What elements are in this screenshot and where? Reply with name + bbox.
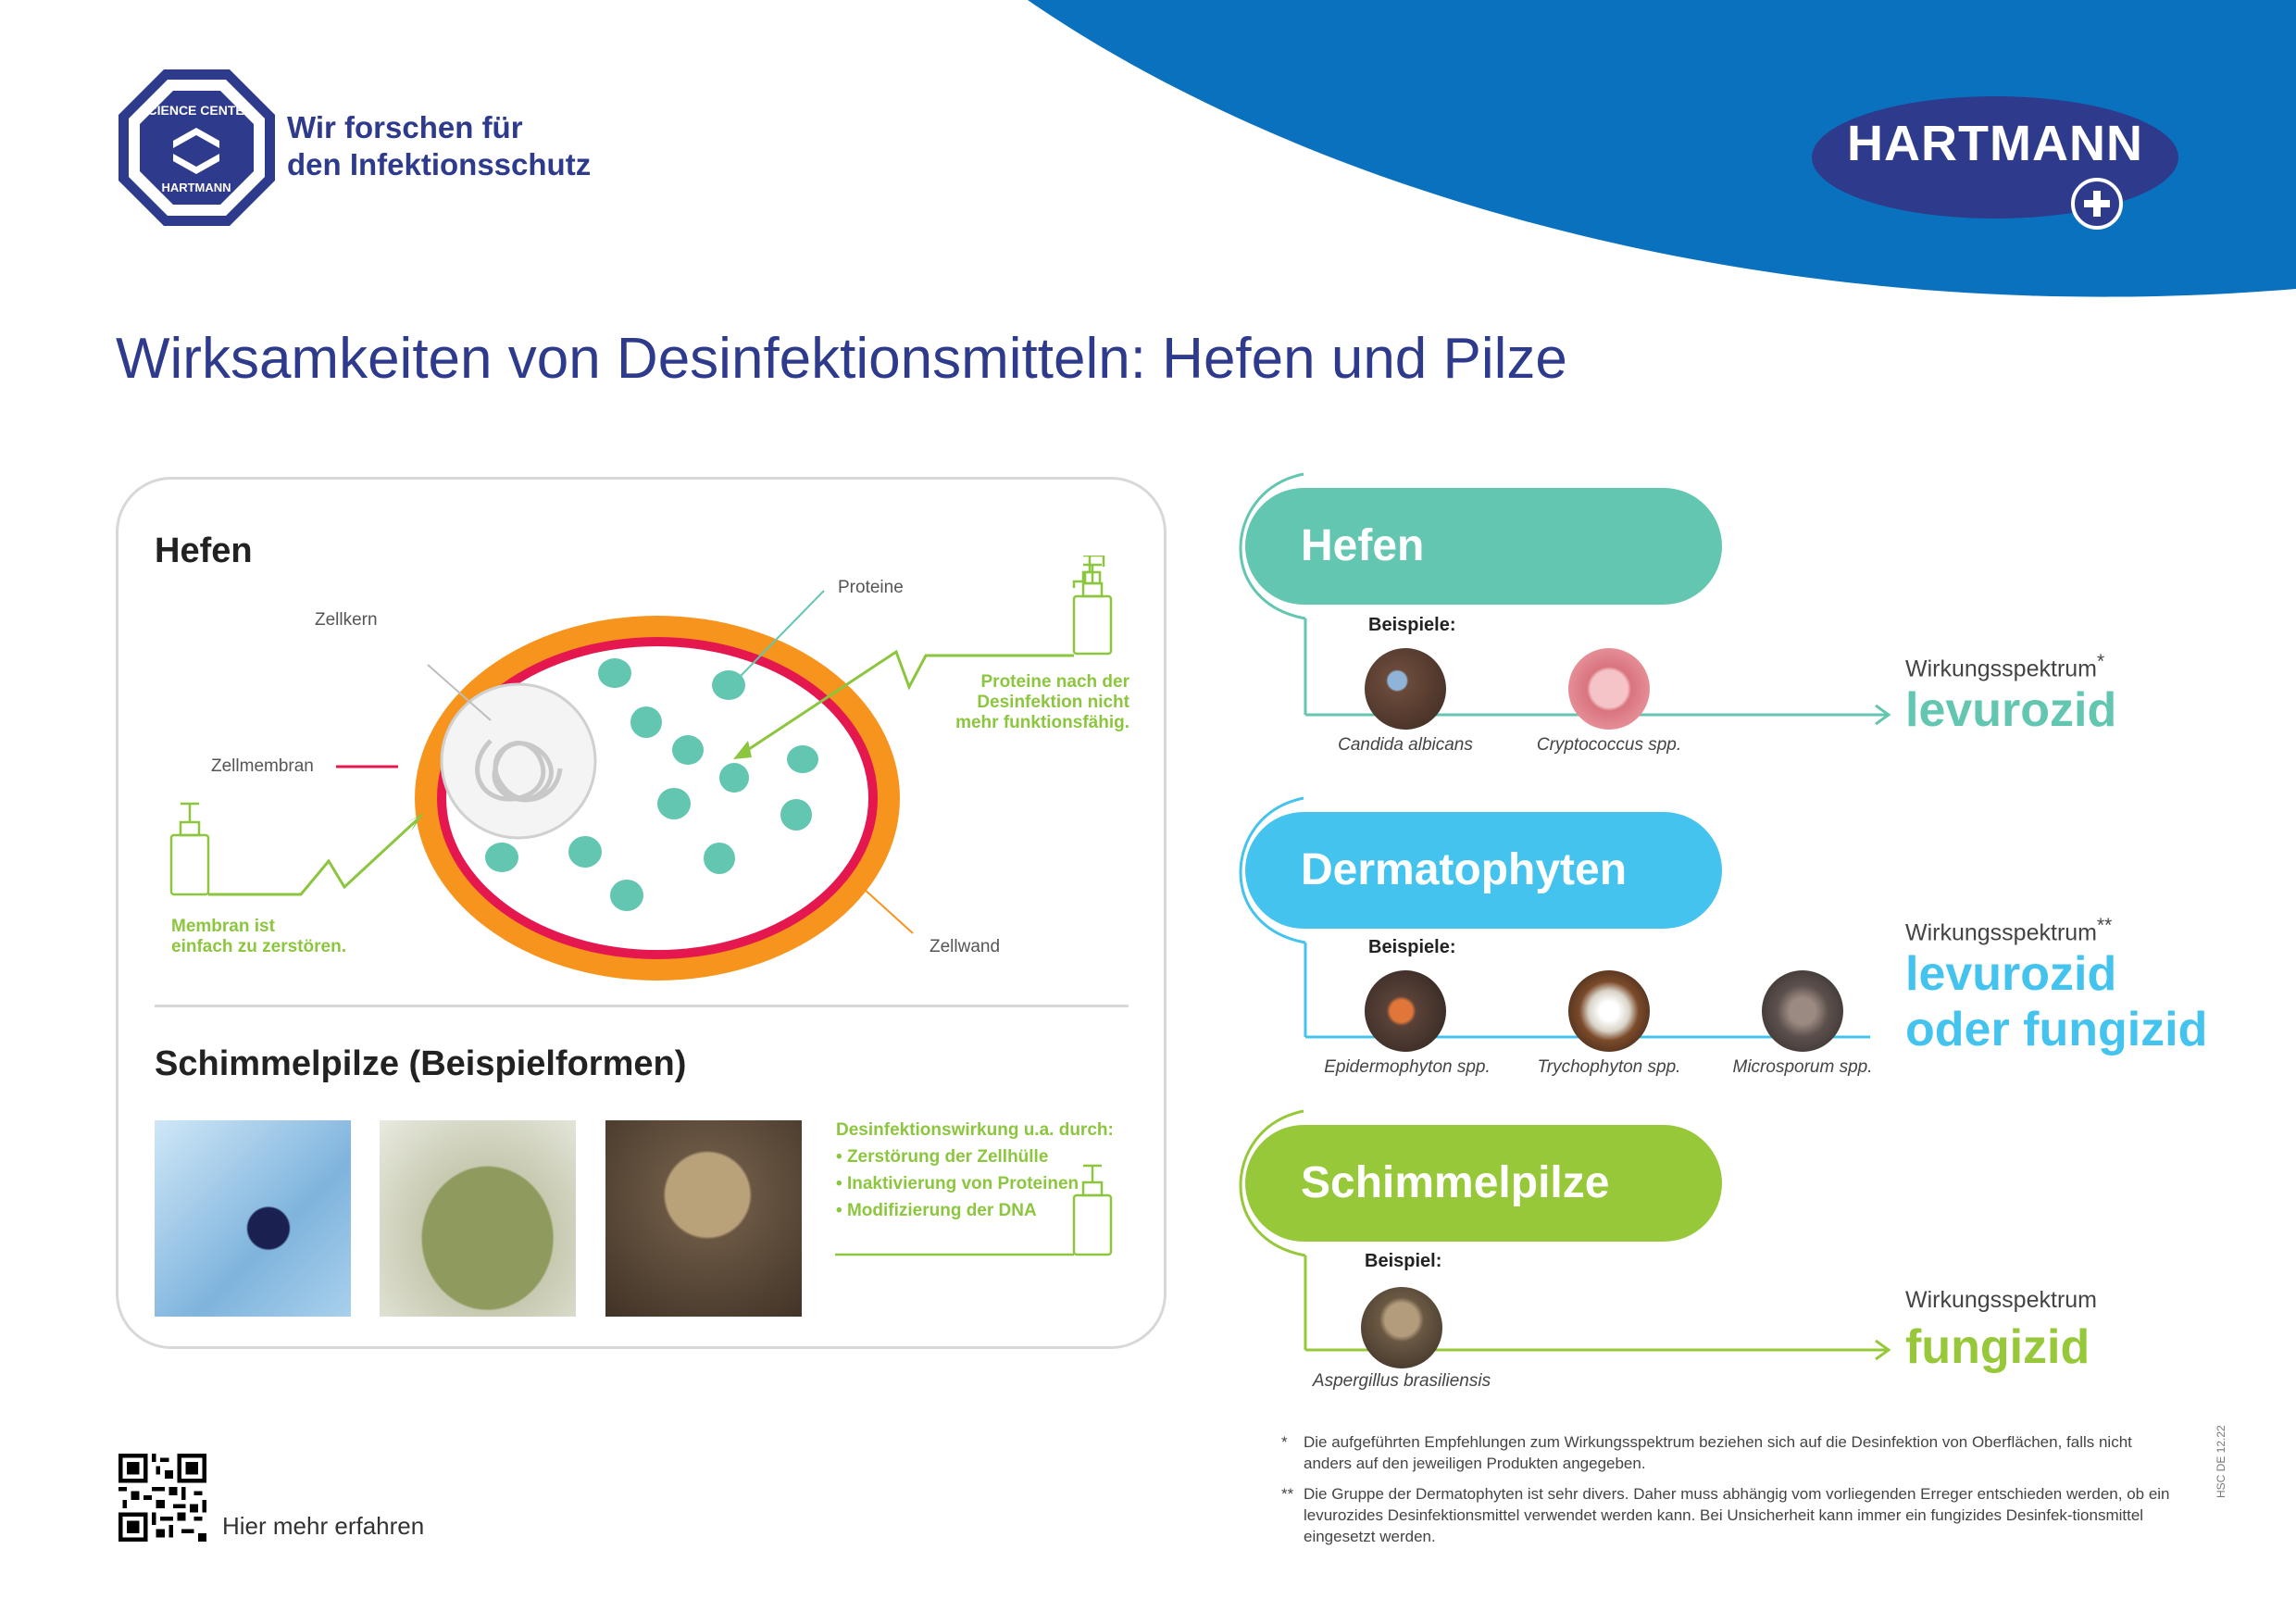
section-divider [155,1005,1129,1007]
spectrum-label-text: Wirkungsspektrum [1905,656,2097,682]
tagline: Wir forschen für den Infektionsschutz [287,110,592,181]
badge-top-text: SCIENCE CENTER [139,103,254,118]
bottle-icon-bottom [833,1162,1134,1259]
version-code: HSC DE 12.22 [2215,1425,2227,1498]
brand-name: HARTMANN [1847,116,2143,171]
caption-aspergillus: Aspergillus brasiliensis [1312,1371,1491,1391]
examples-label-dermatophyten: Beispiele: [1368,937,1456,957]
thumb-candida [1365,648,1446,730]
thumb-aspergillus [1361,1287,1442,1368]
spectrum-mark: * [2097,651,2105,672]
caption-microsporum: Microsporum spp. [1732,1057,1873,1077]
footnote1: Die aufgeführten Empfehlungen zum Wirkungsspektrum beziehen sich auf die Desinfektion von Oberflächen, falls nicht anders auf den jeweiligen Produkten angegeben. [1304,1433,2132,1472]
schimmel-heading: Schimmelpilze (Beispielformen) [155,1044,687,1083]
page-title: Wirksamkeiten von Desinfektionsmitteln: Hefen und Pilze [116,327,1567,391]
spectrum-value-hefen: levurozid [1905,683,2117,737]
label-proteine: Proteine [838,578,904,597]
bottle-icon-left [171,804,208,894]
thumb-microsporum [1762,970,1843,1052]
hefen-heading: Hefen [155,531,253,570]
caption-cryptococcus: Cryptococcus spp. [1536,735,1682,755]
mold-photo-microscope [155,1120,351,1317]
examples-label-hefen: Beispiele: [1368,615,1456,635]
thumb-cryptococcus [1568,648,1650,730]
thumb-epidermophyton [1365,970,1446,1052]
label-zellkern: Zellkern [315,610,378,630]
thumb-trychophyton [1568,970,1650,1052]
caption-candida: Candida albicans [1338,735,1473,755]
arrow-membran [208,818,418,894]
caption-epidermophyton: Epidermophyton spp. [1324,1057,1491,1077]
science-center-badge [116,67,278,229]
note-proteine: Proteine nach der Desinfektion nicht mehr funktionsfähig. [955,672,1129,732]
mold-photo-culture [380,1120,576,1317]
caption-trychophyton: Trychophyton spp. [1537,1057,1681,1077]
note-membran: Membran ist einfach zu zerstören. [171,917,346,956]
spectrum-value-schimmelpilze: fungizid [1905,1320,2090,1374]
spectrum-mark: ** [2097,915,2113,936]
spectrum-value-dermatophyten: levurozid [1905,947,2117,1001]
examples-label-schimmelpilze: Beispiel: [1365,1251,1442,1271]
disinfection-title: Desinfektionswirkung u.a. durch: [836,1120,1114,1140]
zellwand-leader [854,880,913,933]
badge-bottom-text: HARTMANN [161,181,231,194]
qr-label: Hier mehr erfahren [222,1512,425,1540]
spectrum-label-dermatophyten [1905,915,2112,946]
disinfection-item: • Zerstörung der Zellhülle [836,1143,1114,1170]
disinfection-item: • Modifizierung der DNA [836,1197,1114,1224]
footnote1-mark: * [1281,1433,1288,1451]
footnote2: Die Gruppe der Dermatophyten ist sehr divers. Daher muss abhängig vom vorliegenden Erreger entschieden werden, ob ein levurozides Desinfektionsmittel verwendet werden kann. Bei Unsicherheit kann immer ein fungizides Desinfek-tionsmittel eingesetzt werden. [1304,1485,2170,1545]
spectrum-label-schimmelpilze: Wirkungsspektrum [1905,1287,2097,1313]
bottle-icon-right-body [1074,565,1111,654]
spectrum-label-hefen [1905,651,2104,682]
disinfection-item: • Inaktivierung von Proteinen [836,1170,1114,1197]
spectrum-value2-dermatophyten: oder fungizid [1905,1003,2208,1056]
zellkern [442,684,595,838]
footnote2-mark: ** [1281,1485,1294,1503]
category-schimmelpilze: Schimmelpilze [1245,1125,1722,1242]
category-hefen: Hefen [1245,488,1722,605]
spectrum-label-text: Wirkungsspektrum [1905,919,2097,946]
label-zellmembran: Zellmembran [211,756,314,776]
qr-code[interactable] [119,1454,206,1542]
label-zellwand: Zellwand [930,937,1001,956]
category-dermatophyten: Dermatophyten [1245,812,1722,929]
mold-photo-sporangium [605,1120,802,1317]
